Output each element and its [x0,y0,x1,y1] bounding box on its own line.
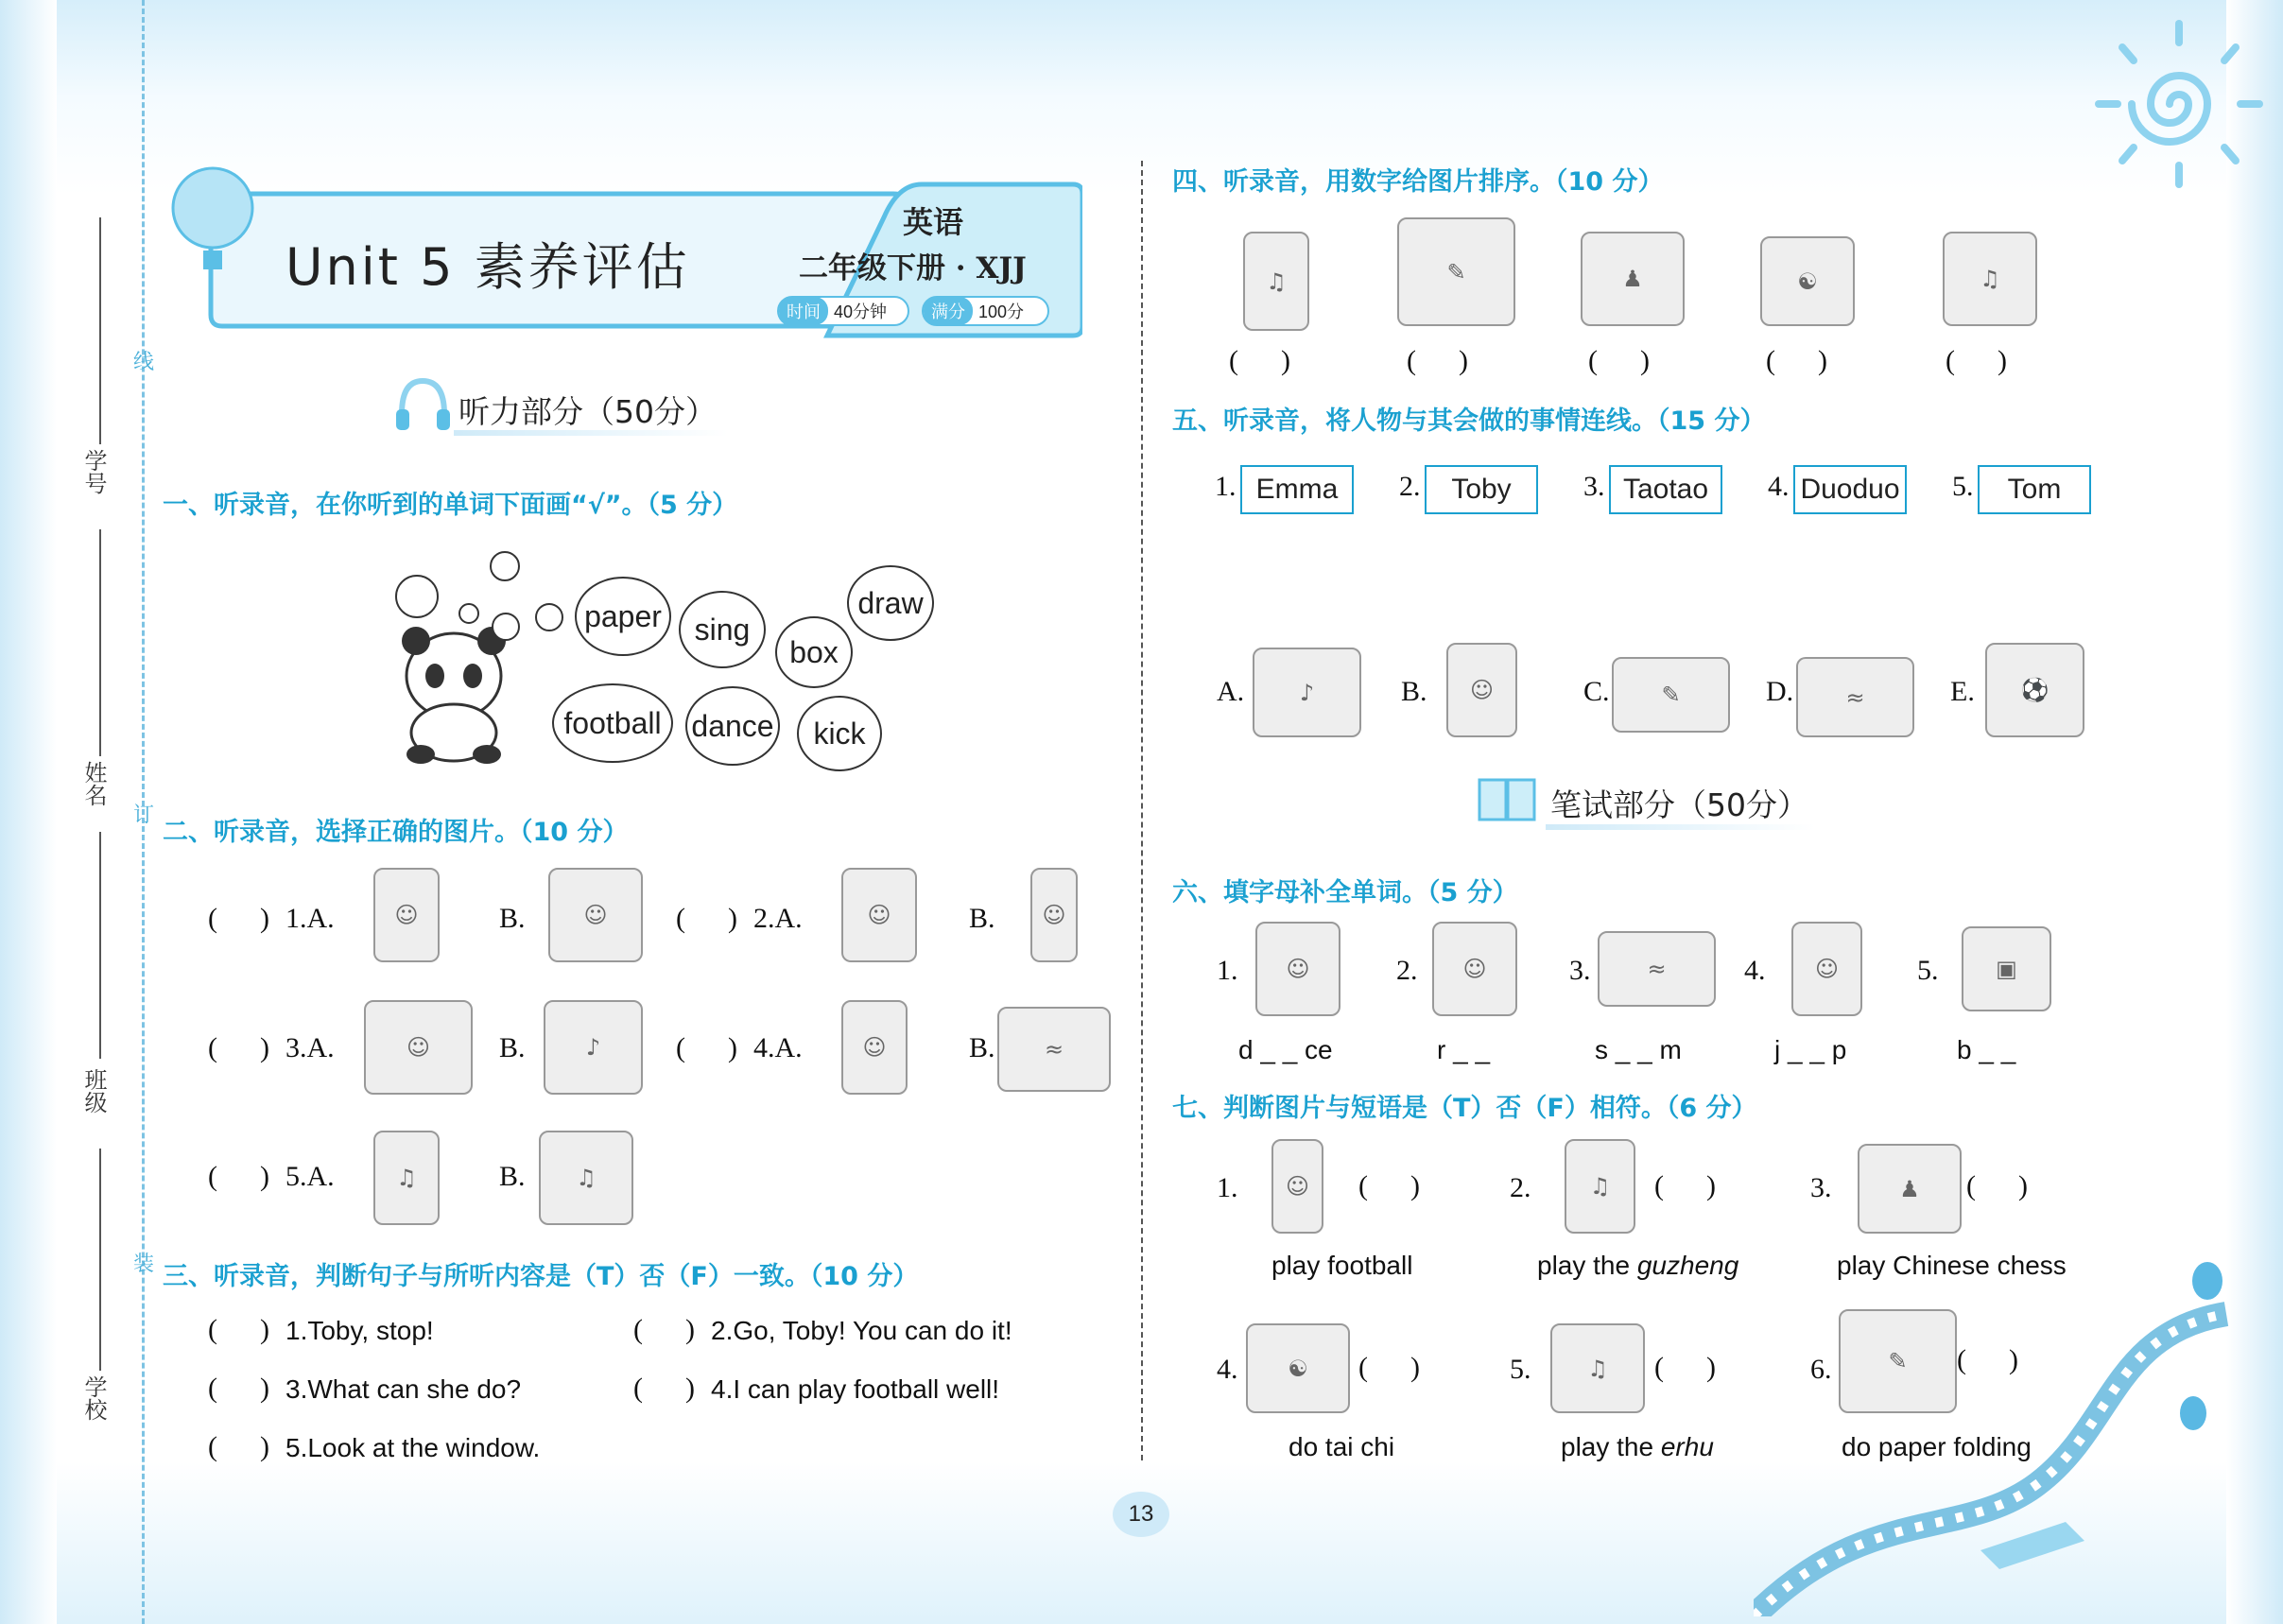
word-bubble-box: box [775,616,853,688]
boy-kicking-ball-icon: ⚽ [1985,643,2084,737]
girl-dancing-icon: ☺ [1255,922,1340,1016]
name-number: 5. [1952,471,1974,502]
answer-paren[interactable]: ( ) [676,1032,737,1063]
phrase: do tai chi [1289,1432,1395,1461]
word-bubble-paper: paper [575,577,671,656]
blank-word[interactable]: s _ _ m [1595,1035,1682,1064]
answer-paren[interactable]: ( ) [1358,1170,1420,1201]
option-b-label: B. [499,1032,526,1063]
item-number: 2. [1510,1172,1531,1203]
blank-word[interactable]: j _ _ p [1774,1035,1847,1064]
school-label: 学校 [80,1375,107,1421]
bind-mark-xian: 线 [133,351,155,374]
section-1-title: 一、听录音，在你听到的单词下面画“√”。（5 分） [163,491,738,520]
bind-mark-zhuang: 装 [133,1253,155,1276]
phrase: play football [1271,1251,1413,1280]
name-number: 3. [1583,471,1605,502]
score-badge: 满分 100分 [922,296,1049,326]
item-number: 3. [1810,1172,1832,1203]
student-no-label: 学号 [80,449,107,494]
answer-paren[interactable]: ( ) [1654,1352,1716,1383]
guzheng-player-icon: ♫ [1550,1323,1645,1413]
erhu-player-icon: ♫ [373,1131,440,1225]
answer-paren[interactable]: ( ) [633,1373,695,1404]
answer-paren[interactable]: ( ) [633,1314,695,1345]
word-bubble-dance: dance [685,686,780,766]
boy-singing-icon: ♪ [544,1000,643,1095]
blank-word[interactable]: b _ _ [1957,1035,2016,1064]
section-6-title: 六、填字母补全单词。（5 分） [1172,878,1518,907]
answer-paren[interactable]: ( ) [1957,1344,2018,1375]
sentence-item: 3.What can she do? [285,1374,522,1404]
blank-word[interactable]: r _ _ [1437,1035,1491,1064]
column-divider [1141,161,1143,1460]
answer-paren[interactable]: ( ) [1654,1170,1716,1201]
item-label: 3.A. [285,1032,335,1063]
phrase: do paper folding [1842,1432,2032,1461]
name-number: 1. [1215,471,1237,502]
phrase: play Chinese chess [1837,1251,2067,1280]
phrase: play the erhu [1561,1432,1714,1461]
option-letter: C. [1583,676,1610,707]
section-5-title: 五、听录音，将人物与其会做的事情连线。（15 分） [1172,406,1766,436]
word-bubble-sing: sing [679,591,766,668]
sentence-item: 4.I can play football well! [711,1374,1000,1404]
item-number: 5. [1917,955,1939,986]
page-number: 13 [1113,1492,1169,1537]
order-paren[interactable]: ( ) [1946,345,2007,376]
name-box-duoduo: Duoduo [1793,465,1907,514]
word-bubble-football: football [552,683,673,763]
chinese-chess-icon: ♟ [1581,232,1685,326]
girl-jumping-icon: ☺ [1791,922,1862,1016]
balloon-icon [173,168,252,248]
boy-running-icon: ☺ [841,868,917,962]
answer-paren[interactable]: ( ) [208,903,269,934]
headphones-icon [392,376,454,433]
item-number: 2. [1396,955,1418,986]
grade-label: 二年级下册 · XJJ [799,251,1027,285]
order-paren[interactable]: ( ) [1766,345,1827,376]
option-b-label: B. [499,1161,526,1192]
word-bubble-kick: kick [797,696,882,771]
class-line [99,832,101,1059]
name-box-toby: Toby [1425,465,1538,514]
option-letter: A. [1217,676,1245,707]
girl-swimming-icon: ≈ [1796,657,1914,737]
subject-label: 英语 [903,204,964,240]
left-edge-decoration [0,0,57,1624]
time-badge: 时间 40分钟 [777,296,909,326]
tai-chi-icon: ☯ [1760,236,1855,326]
answer-paren[interactable]: ( ) [208,1373,269,1404]
order-paren[interactable]: ( ) [1588,345,1650,376]
girl-ball-icon: ☺ [1271,1139,1323,1234]
option-b-label: B. [499,903,526,934]
item-label: 1.A. [285,903,335,934]
girl-dancing-icon: ☺ [1446,643,1517,737]
option-letter: E. [1950,676,1975,707]
writing-heading: 笔试部分（50分） [1550,786,1808,823]
student-no-line [99,217,101,444]
class-label: 班级 [80,1068,107,1114]
order-paren[interactable]: ( ) [1407,345,1468,376]
name-box-tom: Tom [1978,465,2091,514]
tai-chi-icon: ☯ [1246,1323,1350,1413]
girl-swimming-icon: ≈ [1598,931,1716,1007]
order-paren[interactable]: ( ) [1229,345,1290,376]
sentence-item: 5.Look at the window. [285,1433,541,1462]
guzheng-player-icon: ♫ [539,1131,633,1225]
item-number: 3. [1569,955,1591,986]
guzheng-icon: ♫ [1943,232,2037,326]
drawing-cat-icon: ✎ [1612,657,1730,733]
girl-standing-icon: ☺ [1030,868,1078,962]
paper-folding-icon: ✎ [1839,1309,1957,1413]
girl-dancing-icon: ☺ [841,1000,908,1095]
item-number: 4. [1217,1354,1238,1385]
item-label: 4.A. [753,1032,803,1063]
boy-running-icon: ☺ [1432,922,1517,1016]
item-number: 1. [1217,955,1238,986]
item-number: 5. [1510,1354,1531,1385]
book-icon [1475,770,1541,827]
erhu-icon: ♫ [1243,232,1309,331]
section-2-title: 二、听录音，选择正确的图片。（10 分） [163,818,629,847]
listening-heading: 听力部分（50分） [458,393,717,430]
option-letter: D. [1766,676,1794,707]
answer-paren[interactable]: ( ) [1966,1170,2028,1201]
name-line [99,529,101,756]
erhu-player-icon: ♫ [1565,1139,1635,1234]
section-4-title: 四、听录音，用数字给图片排序。（10 分） [1172,167,1664,197]
paper-folding-icon: ✎ [1397,217,1515,326]
sentence-item: 1.Toby, stop! [285,1316,434,1345]
phrase: play the guzheng [1537,1251,1739,1280]
option-b-label: B. [969,1032,995,1063]
boy-kicking-icon: ☺ [548,868,643,962]
item-number: 1. [1217,1172,1238,1203]
option-b-label: B. [969,903,995,934]
item-number: 4. [1744,955,1766,986]
chinese-chess-icon: ♟ [1858,1144,1962,1234]
sun-icon [2094,19,2264,189]
section-7-title: 七、判断图片与短语是（T）否（F）相符。（6 分） [1172,1094,1757,1123]
girl-swimming-icon: ≈ [997,1007,1111,1092]
boy-singing-icon: ♪ [1253,648,1361,737]
answer-paren[interactable]: ( ) [1358,1352,1420,1383]
box-icon: ▣ [1962,926,2051,1011]
answer-paren[interactable]: ( ) [676,903,737,934]
item-number: 6. [1810,1354,1832,1385]
answer-paren[interactable]: ( ) [208,1431,269,1462]
item-label: 5.A. [285,1161,335,1192]
panda-icon [383,624,534,766]
answer-paren[interactable]: ( ) [208,1161,269,1192]
answer-paren[interactable]: ( ) [208,1032,269,1063]
sentence-item: 2.Go, Toby! You can do it! [711,1316,1012,1345]
boy-drawing-icon: ☺ [364,1000,473,1095]
answer-paren[interactable]: ( ) [208,1314,269,1345]
name-number: 4. [1768,471,1790,502]
name-label: 姓名 [80,761,107,806]
school-line [99,1149,101,1371]
name-box-taotao: Taotao [1609,465,1722,514]
bind-mark-ding: 订 [133,803,155,827]
section-3-title: 三、听录音，判断句子与所听内容是（T）否（F）一致。（10 分） [163,1262,919,1291]
girl-jumping-icon: ☺ [373,868,440,962]
name-number: 2. [1399,471,1421,502]
item-label: 2.A. [753,903,803,934]
word-bubble-draw: draw [847,565,934,641]
name-box-emma: Emma [1240,465,1354,514]
page-title: Unit 5 素养评估 [285,237,690,297]
blank-word[interactable]: d _ _ ce [1238,1035,1333,1064]
option-letter: B. [1401,676,1427,707]
